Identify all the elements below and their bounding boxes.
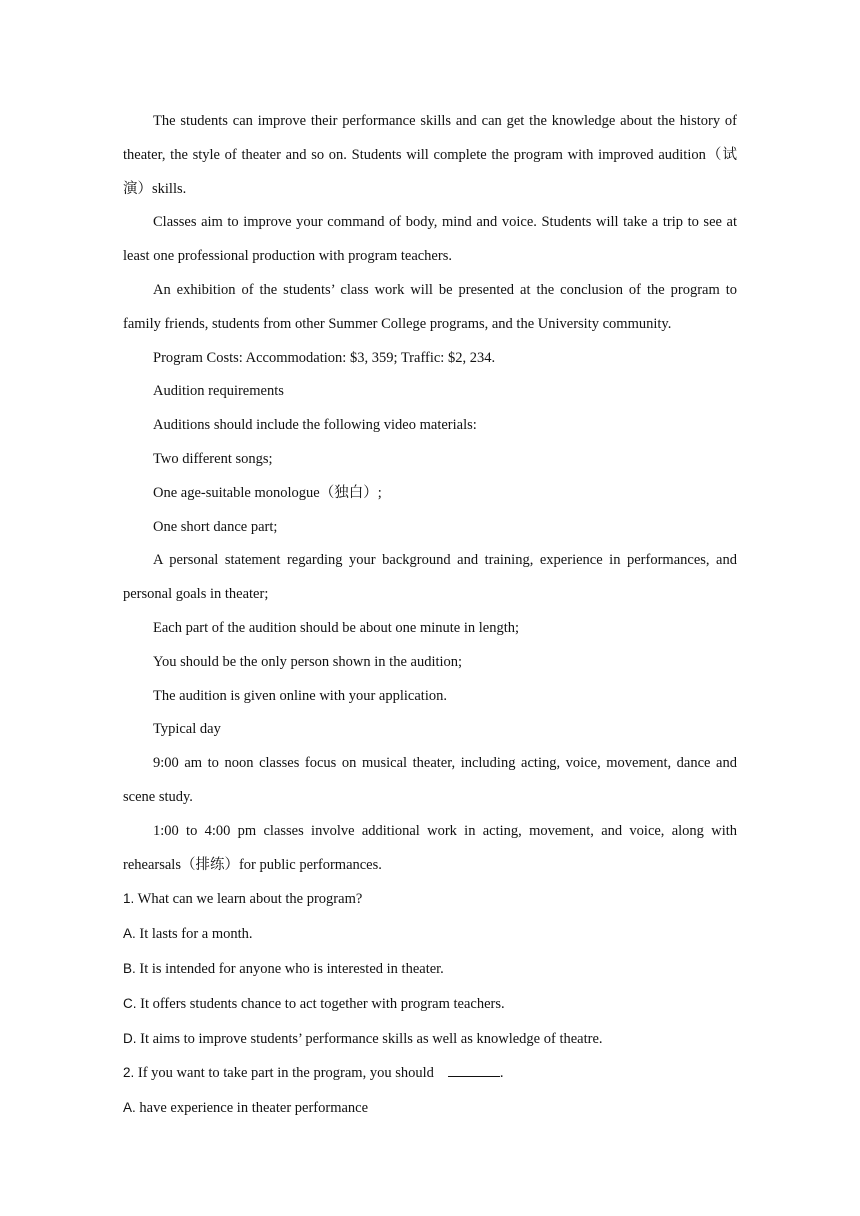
schedule-item: 1:00 to 4:00 pm classes involve additional work in acting, movement, and voice, along with rehearsals（排练）for public performances. [123, 822, 737, 873]
question-1 [123, 882, 737, 917]
option-text: have experience in theater performance [139, 1100, 369, 1117]
question-2 [123, 1056, 737, 1091]
passage-paragraph: An exhibition of the students’ class work will be presented at the conclusion of the program to family friends, students from other Summer College programs, and the University community. [123, 281, 737, 332]
question-text: If you want to take part in the program, you should [137, 1065, 434, 1082]
requirement-item: A personal statement regarding your background and training, experience in performances, and personal goals in theater; [123, 552, 737, 603]
question-text: What can we learn about the program? [137, 891, 363, 908]
passage-paragraph: Classes aim to improve your command of body, mind and voice. Students will take a trip to see at least one professional production with program teachers. [123, 214, 737, 265]
answer-blank [448, 1064, 500, 1077]
requirement-item: You should be the only person shown in the audition; [153, 653, 463, 670]
option-letter: C. [123, 995, 137, 1011]
option-text: It aims to improve students’ performance skills as well as knowledge of theatre. [140, 1030, 603, 1047]
section-heading: Audition requirements [153, 383, 284, 400]
document-page [123, 105, 737, 1126]
requirement-item: Each part of the audition should be about one minute in length; [153, 619, 520, 636]
option-text: It offers students chance to act together with program teachers. [140, 995, 505, 1012]
requirement-item: One short dance part; [153, 518, 278, 535]
requirement-item: Two different songs; [153, 450, 273, 467]
question-number: 2. [123, 1065, 135, 1081]
option-text: It is intended for anyone who is interested in theater. [139, 960, 444, 977]
option-text: It lasts for a month. [139, 926, 253, 943]
option-letter: B. [123, 960, 136, 976]
option-letter: A. [123, 1100, 136, 1116]
section-heading: Typical day [153, 721, 221, 738]
option-letter: A. [123, 926, 136, 942]
question-number: 1. [123, 891, 135, 907]
requirement-item: The audition is given online with your application. [153, 687, 447, 704]
passage-paragraph: Auditions should include the following video materials: [153, 417, 477, 434]
requirement-item: One age-suitable monologue（独白）; [153, 484, 382, 501]
option-c [123, 987, 737, 1022]
schedule-item: 9:00 am to noon classes focus on musical theater, including acting, voice, movement, dance and scene study. [123, 755, 737, 805]
option-letter: D. [123, 1030, 137, 1046]
question-punctuation: . [499, 1065, 504, 1082]
passage-paragraph: The students can improve their performance skills and can get the knowledge about the history of theater, the style of theater and so on. Students will complete the program with improved audition（试演）skills. [123, 113, 737, 197]
option-a [123, 1091, 737, 1126]
program-costs: Program Costs: Accommodation: $3, 359; Traffic: $2, 234. [153, 349, 496, 366]
option-a [123, 917, 737, 952]
option-b [123, 952, 737, 987]
option-d [123, 1022, 737, 1057]
